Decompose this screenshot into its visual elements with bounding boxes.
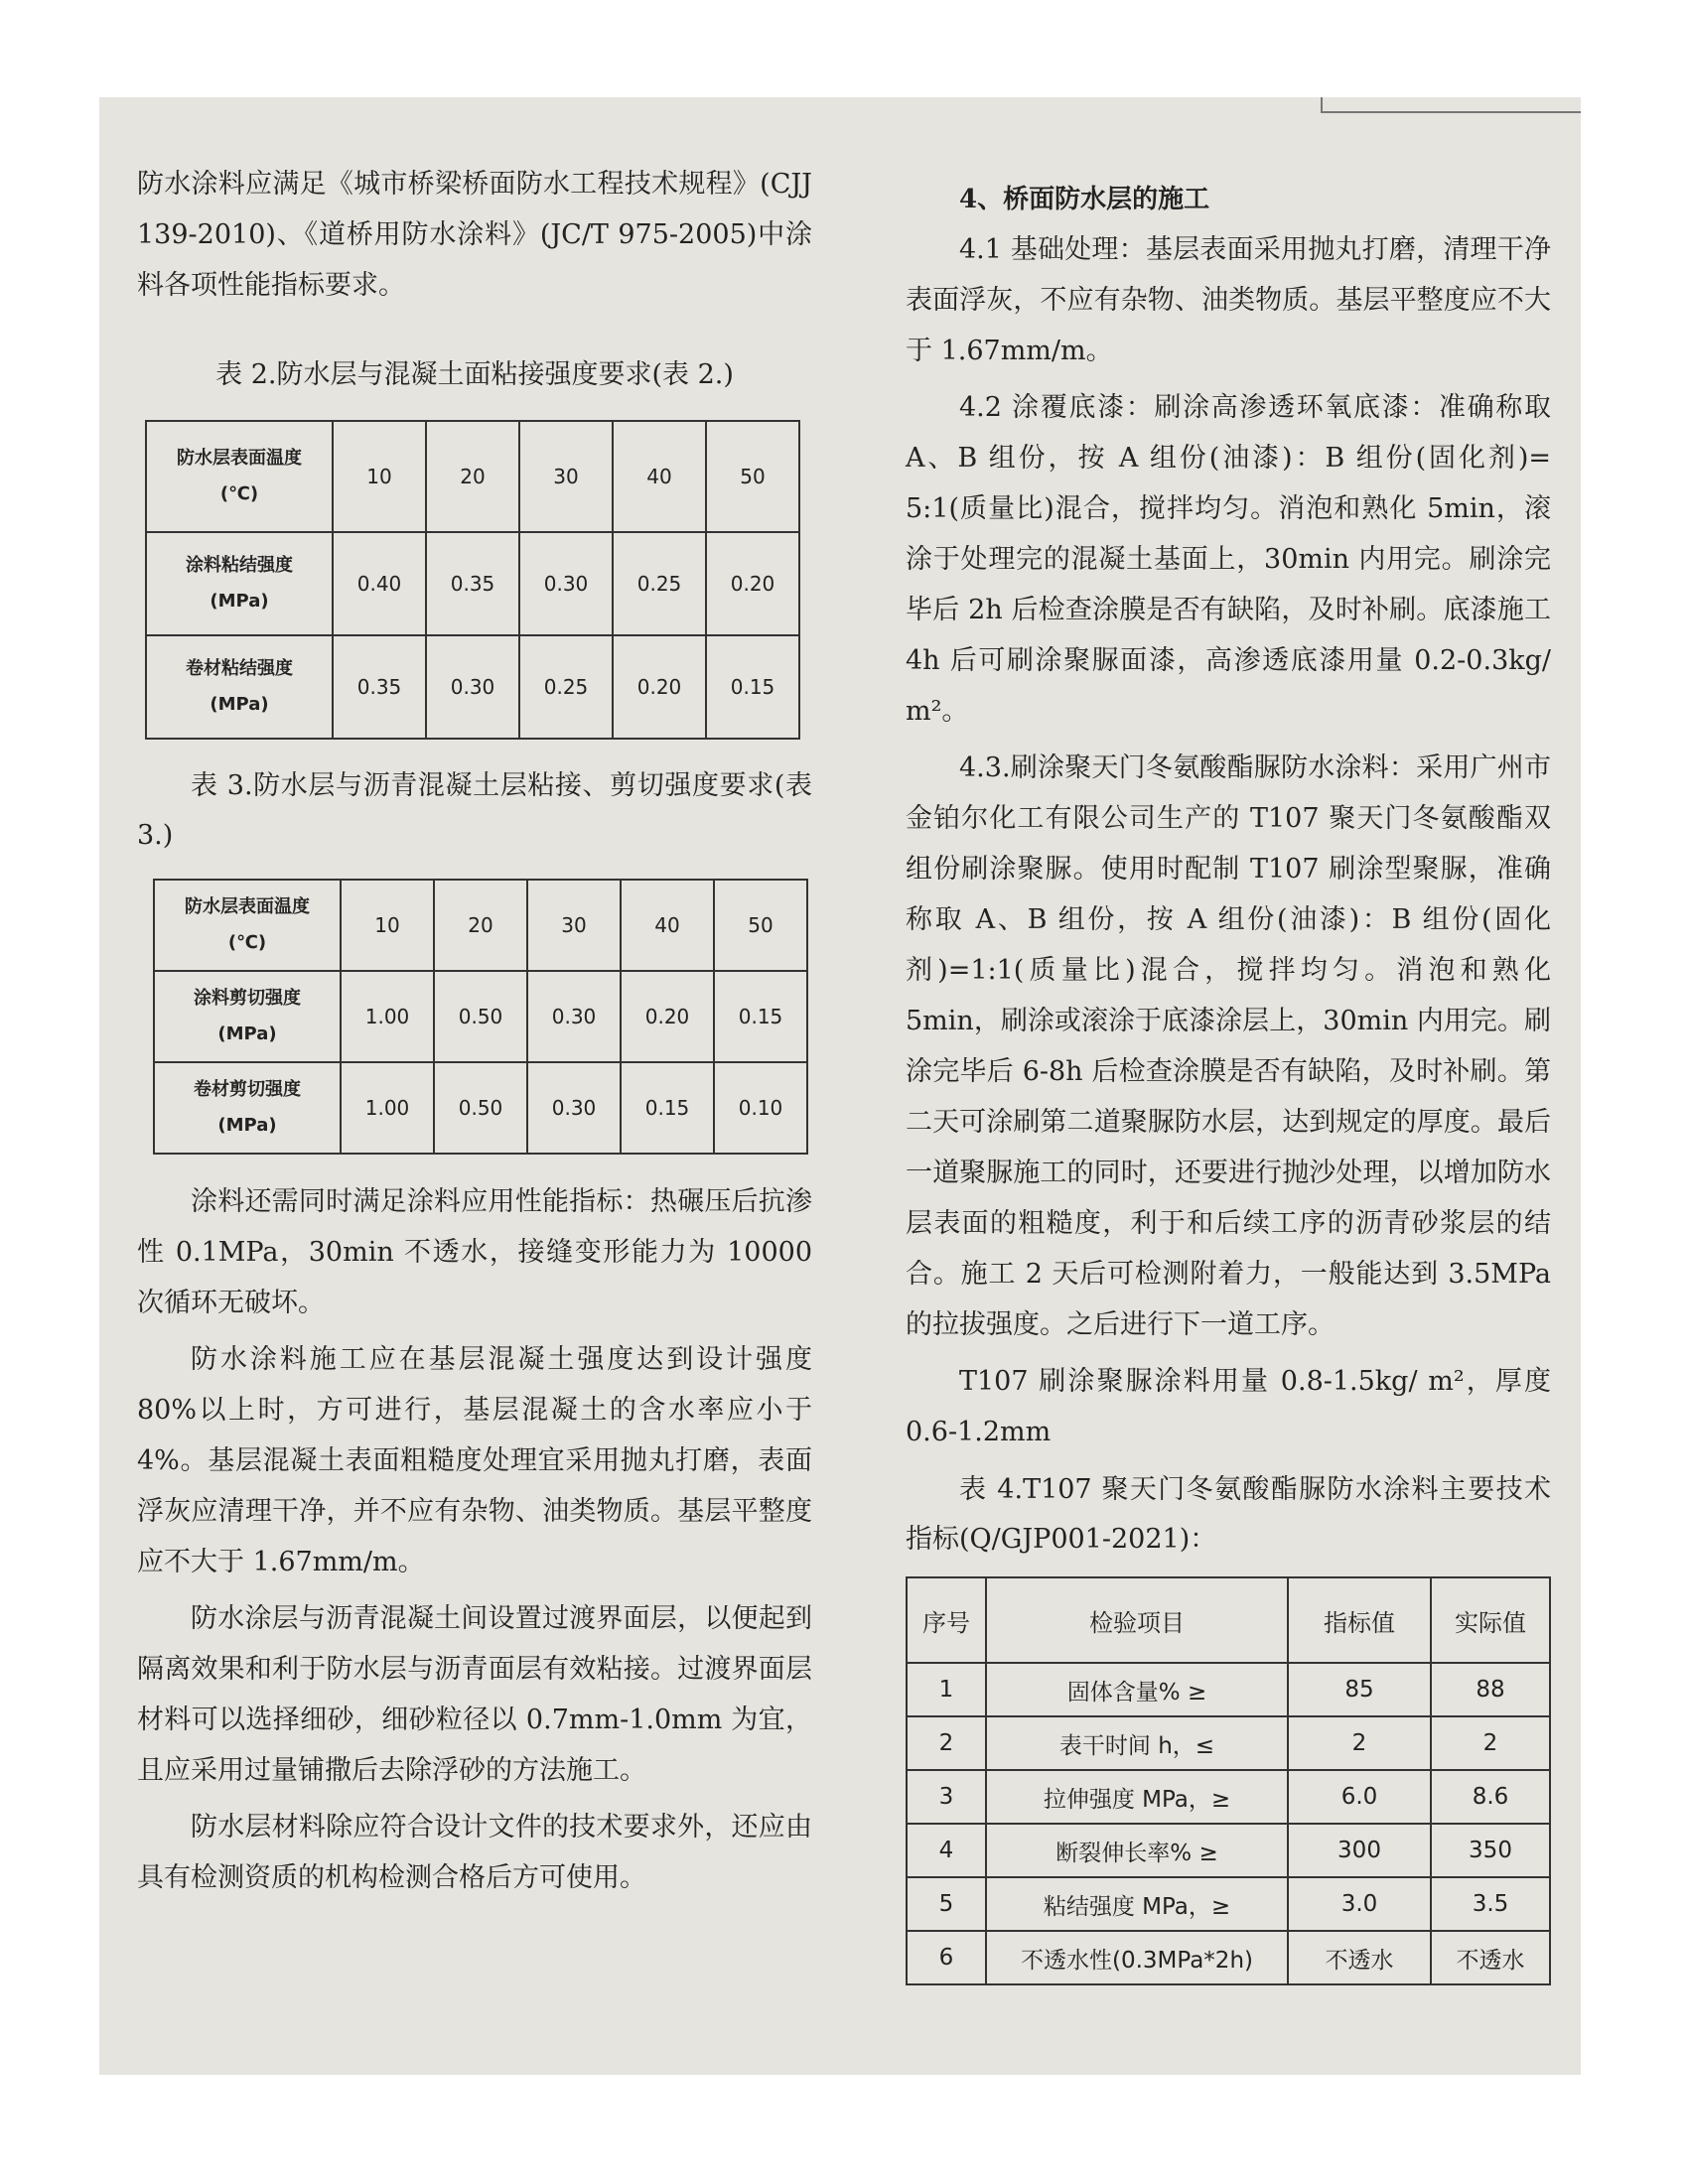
table4-cell: 3.0 bbox=[1288, 1877, 1431, 1931]
table4-cell: 2 bbox=[1288, 1716, 1431, 1770]
table4-cell: 6.0 bbox=[1288, 1770, 1431, 1824]
table2-cell: 0.30 bbox=[519, 532, 613, 635]
table2-cell: 30 bbox=[519, 421, 613, 532]
table3-row-label: 涂料剪切强度 bbox=[194, 988, 301, 1009]
table4-cell: 2 bbox=[1431, 1716, 1550, 1770]
table2-cell: 0.20 bbox=[613, 635, 706, 739]
paragraph-performance: 涂料还需同时满足涂料应用性能指标：热碾压后抗渗性 0.1MPa，30min 不透水，接缝变形能力为 10000 次循环无破坏。 bbox=[137, 1186, 812, 1318]
table3-header-label: 防水层表面温度 bbox=[185, 896, 310, 917]
table2-row bbox=[146, 635, 799, 739]
table2-caption: 表 2.防水层与混凝土面粘接强度要求(表 2.) bbox=[215, 359, 734, 390]
table3-cell: 0.20 bbox=[621, 971, 714, 1062]
table4-row bbox=[907, 1931, 1550, 1984]
table3-cell: 1.00 bbox=[341, 971, 434, 1062]
table4-cell: 固体含量% ≥ bbox=[986, 1663, 1288, 1716]
table2-row-unit: (MPa) bbox=[210, 591, 269, 612]
table2-row bbox=[146, 532, 799, 635]
table2-header-label: 防水层表面温度 bbox=[177, 448, 302, 469]
table4-cell: 85 bbox=[1288, 1663, 1431, 1716]
table4-cell: 4 bbox=[907, 1824, 986, 1877]
table3-cell: 0.15 bbox=[621, 1062, 714, 1154]
section-4-3: 4.3.刷涂聚天门冬氨酸酯脲防水涂料：采用广州市金铂尔化工有限公司生产的 T107 聚天门冬氨酸酯双组份刷涂聚脲。使用时配制 T107 刷涂型聚脲，准确称取 A、B 组份，按 A 组份(油漆)：B 组份(固化剂)=1:1(质量比)混合，搅拌均匀。消泡和熟化 5min，刷涂或滚涂于底漆涂层上，30min 内用完。刷涂完毕后 6-8h 后检查涂膜是否有缺陷，及时补刷。第二天可涂刷第二道聚脲防水层，达到规定的厚度。最后一道聚脲施工的同时，还要进行抛沙处理，以增加防水层表面的粗糙度，利于和后续工序的沥青砂浆层的结合。施工 2 天后可检测附着力，一般能达到 3.5MPa 的拉拔强度。之后进行下一道工序。 bbox=[906, 752, 1551, 1340]
table4-cell: 8.6 bbox=[1431, 1770, 1550, 1824]
table4-header-row bbox=[907, 1577, 1550, 1663]
section-4-2: 4.2 涂覆底漆：刷涂高渗透环氧底漆：准确称取 A、B 组份，按 A 组份(油漆)：B 组份(固化剂)= 5:1(质量比)混合，搅拌均匀。消泡和熟化 5min，滚涂于处理完的混凝土基面上，30min 内用完。刷涂完毕后 2h 后检查涂膜是否有缺陷，及时补刷。底漆施工 4h 后可刷涂聚脲面漆，高渗透底漆用量 0.2-0.3kg/ m²。 bbox=[906, 392, 1551, 727]
table2-cell: 0.35 bbox=[426, 532, 519, 635]
table4-row bbox=[907, 1770, 1550, 1824]
table2-cell: 0.20 bbox=[706, 532, 799, 635]
table3-row-unit: (MPa) bbox=[217, 1024, 277, 1044]
table2-cell: 0.40 bbox=[333, 532, 426, 635]
table3-cell: 10 bbox=[341, 880, 434, 971]
table4-row bbox=[907, 1877, 1550, 1931]
right-column bbox=[906, 97, 1551, 1985]
table4-cell: 2 bbox=[907, 1716, 986, 1770]
table4-cell: 粘结强度 MPa，≥ bbox=[986, 1877, 1288, 1931]
table2-cell: 40 bbox=[613, 421, 706, 532]
table4-cell: 表干时间 h，≤ bbox=[986, 1716, 1288, 1770]
table4-cell: 不透水 bbox=[1431, 1931, 1550, 1984]
table2-cell: 50 bbox=[706, 421, 799, 532]
document-page bbox=[99, 97, 1581, 2075]
table3-cell: 20 bbox=[434, 880, 527, 971]
table4-cell: 350 bbox=[1431, 1824, 1550, 1877]
table4-cell: 6 bbox=[907, 1931, 986, 1984]
table3-header-unit: (℃) bbox=[227, 932, 267, 953]
table4-cell: 3 bbox=[907, 1770, 986, 1824]
table2-header-unit: (℃) bbox=[219, 483, 259, 504]
table2-cell: 10 bbox=[333, 421, 426, 532]
paragraph-transition-layer: 防水涂层与沥青混凝土间设置过渡界面层，以便起到隔离效果和利于防水层与沥青面层有效粘接。过渡界面层材料可以选择细砂，细砂粒径以 0.7mm-1.0mm 为宜，且应采用过量铺撒后去除浮砂的方法施工。 bbox=[137, 1603, 812, 1786]
table4-cell: 3.5 bbox=[1431, 1877, 1550, 1931]
table3-row bbox=[154, 971, 807, 1062]
table4-row bbox=[907, 1824, 1550, 1877]
table4-row bbox=[907, 1716, 1550, 1770]
table4-header-cell: 实际值 bbox=[1431, 1577, 1550, 1663]
table2-row-unit: (MPa) bbox=[210, 694, 269, 715]
left-column bbox=[137, 97, 812, 1903]
table3-cell: 40 bbox=[621, 880, 714, 971]
table2-cell: 0.25 bbox=[613, 532, 706, 635]
table4 bbox=[906, 1576, 1551, 1985]
table4-cell: 1 bbox=[907, 1663, 986, 1716]
table3-row-unit: (MPa) bbox=[217, 1115, 277, 1136]
section-4-1: 4.1 基础处理：基层表面采用抛丸打磨，清理干净表面浮灰，不应有杂物、油类物质。基层平整度应不大于 1.67mm/m。 bbox=[906, 234, 1551, 366]
table4-cell: 拉伸强度 MPa，≥ bbox=[986, 1770, 1288, 1824]
table2-row-label: 卷材粘结强度 bbox=[186, 658, 293, 679]
table3-cell: 30 bbox=[527, 880, 621, 971]
paragraph-construction-conditions: 防水涂料施工应在基层混凝土强度达到设计强度 80%以上时，方可进行，基层混凝土的含水率应小于 4%。基层混凝土表面粗糙度处理宜采用抛丸打磨，表面浮灰应清理干净，并不应有杂物、油类物质。基层平整度应不大于 1.67mm/m。 bbox=[137, 1344, 812, 1577]
table3-cell: 0.30 bbox=[527, 971, 621, 1062]
table3 bbox=[153, 879, 808, 1155]
table2-header-row bbox=[146, 421, 799, 532]
table2-row-label: 涂料粘结强度 bbox=[186, 555, 293, 576]
table2-cell: 20 bbox=[426, 421, 519, 532]
table3-row-label: 卷材剪切强度 bbox=[194, 1079, 301, 1100]
intro-paragraph: 防水涂料应满足《城市桥梁桥面防水工程技术规程》(CJJ 139-2010)、《道桥用防水涂料》(JC/T 975-2005)中涂料各项性能指标要求。 bbox=[137, 169, 812, 301]
table2-cell: 0.25 bbox=[519, 635, 613, 739]
table3-cell: 0.10 bbox=[714, 1062, 807, 1154]
table4-row bbox=[907, 1663, 1550, 1716]
usage-paragraph: T107 刷涂聚脲涂料用量 0.8-1.5kg/ m²，厚度 0.6-1.2mm bbox=[906, 1366, 1551, 1447]
table2-cell: 0.30 bbox=[426, 635, 519, 739]
table3-cell: 50 bbox=[714, 880, 807, 971]
table4-caption: 表 4.T107 聚天门冬氨酸酯脲防水涂料主要技术指标(Q/GJP001-2021)： bbox=[906, 1474, 1551, 1555]
table2 bbox=[145, 420, 800, 740]
table3-cell: 0.15 bbox=[714, 971, 807, 1062]
table4-cell: 不透水 bbox=[1288, 1931, 1431, 1984]
table2-cell: 0.15 bbox=[706, 635, 799, 739]
table4-cell: 88 bbox=[1431, 1663, 1550, 1716]
section-heading: 4、桥面防水层的施工 bbox=[959, 185, 1210, 214]
paragraph-material-inspection: 防水层材料除应符合设计文件的技术要求外，还应由具有检测资质的机构检测合格后方可使用。 bbox=[137, 1812, 812, 1893]
table3-cell: 0.30 bbox=[527, 1062, 621, 1154]
table4-cell: 断裂伸长率% ≥ bbox=[986, 1824, 1288, 1877]
table3-header-row bbox=[154, 880, 807, 971]
table4-header-cell: 指标值 bbox=[1288, 1577, 1431, 1663]
table4-header-cell: 检验项目 bbox=[986, 1577, 1288, 1663]
table3-caption: 表 3.防水层与沥青混凝土层粘接、剪切强度要求(表 3.) bbox=[137, 770, 812, 851]
table4-header-cell: 序号 bbox=[907, 1577, 986, 1663]
table4-cell: 5 bbox=[907, 1877, 986, 1931]
table3-cell: 0.50 bbox=[434, 1062, 527, 1154]
table4-cell: 300 bbox=[1288, 1824, 1431, 1877]
table3-cell: 1.00 bbox=[341, 1062, 434, 1154]
table3-row bbox=[154, 1062, 807, 1154]
table3-cell: 0.50 bbox=[434, 971, 527, 1062]
table2-cell: 0.35 bbox=[333, 635, 426, 739]
table4-cell: 不透水性(0.3MPa*2h) bbox=[986, 1931, 1288, 1984]
